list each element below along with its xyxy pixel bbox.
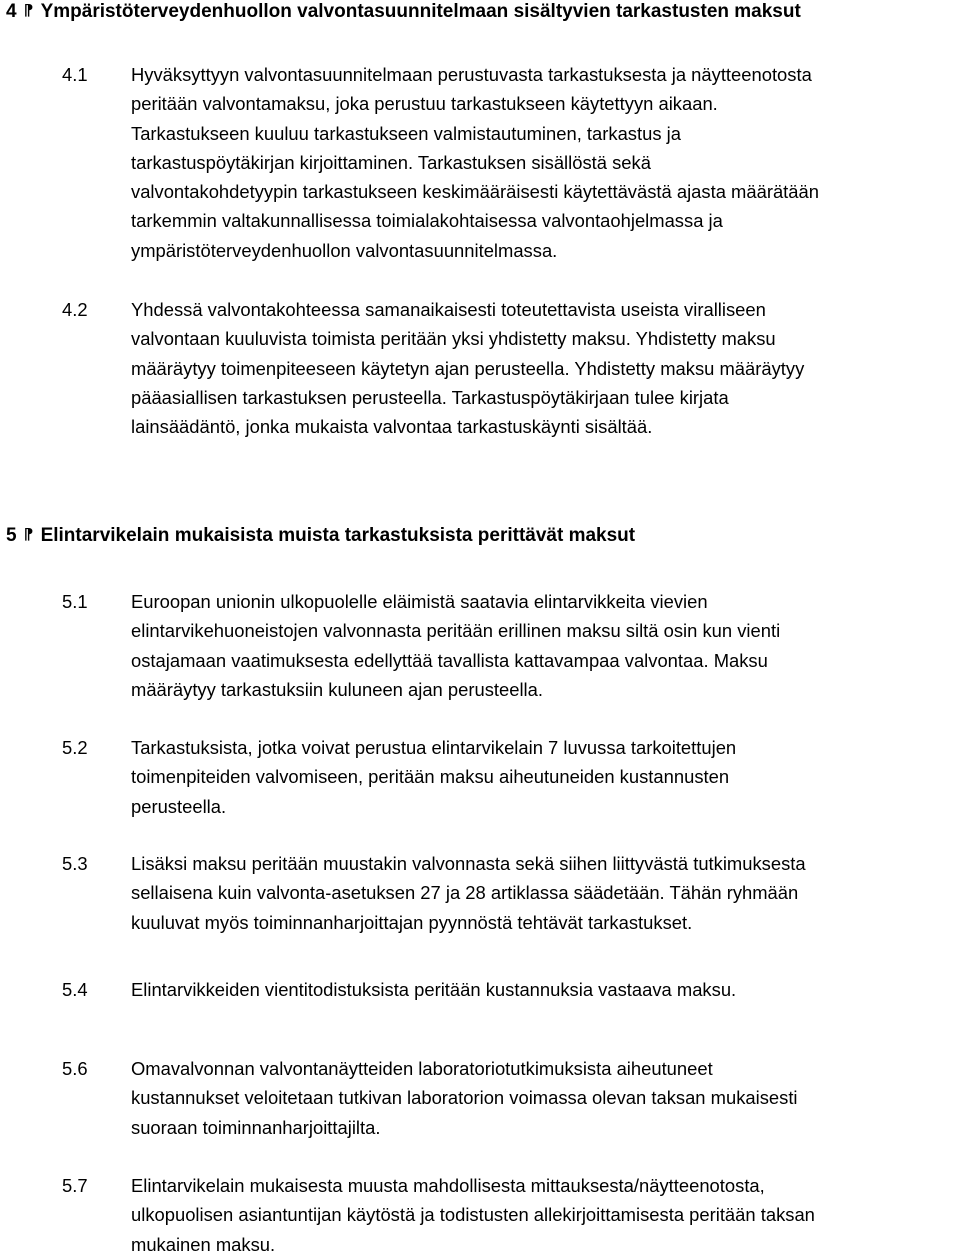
text-line: peritään valvontamaksu, joka perustuu tarkastukseen käytettyyn aikaan. <box>131 93 718 115</box>
text-line: kuuluvat myös toiminnanharjoittajan pyynnöstä tehtävät tarkastukset. <box>131 911 693 933</box>
text-line: tarkemmin valtakunnallisessa toimialakohtaisessa valvontaohjelmassa ja <box>131 210 723 232</box>
section-4-number: 4 <box>6 1 17 22</box>
text-line: Lisäksi maksu peritään muustakin valvonnasta sekä siihen liittyvästä tutkimuksesta <box>131 853 806 874</box>
clause-text <box>131 295 960 441</box>
section-5-title: Elintarvikelain mukaisista muista tarkastuksista perittävät maksut <box>40 525 636 546</box>
text-line: elintarvikehuoneistojen valvonnasta peritään erillinen maksu siltä osin kun vienti <box>131 620 781 642</box>
clause-number: 5.6 <box>62 1058 88 1079</box>
text-line: lainsäädäntö, jonka mukaista valvontaa tarkastuskäynti sisältää. <box>131 416 653 438</box>
clause-text <box>131 975 960 1004</box>
clause-number: 5.2 <box>62 737 88 758</box>
text-line: Elintarvikkeiden vientitodistuksista peritään kustannuksia vastaava maksu. <box>131 979 737 1000</box>
text-line: valvontakohdetyypin tarkastukseen keskimääräisesti käytettävästä ajasta määrätään <box>131 181 819 203</box>
clause-number: 5.7 <box>62 1175 88 1196</box>
text-line: toimenpiteiden valvomiseen, peritään maksu aiheutuneiden kustannusten <box>131 766 730 788</box>
text-line: Tarkastukseen kuuluu tarkastukseen valmistautuminen, tarkastus ja <box>131 122 681 144</box>
text-line: ulkopuolisen asiantuntijan käytöstä ja todistusten allekirjoittamisesta peritään taksan <box>131 1204 815 1226</box>
text-line: perusteella. <box>131 795 227 817</box>
clause-text <box>131 60 960 265</box>
section-4-title: Ympäristöterveydenhuollon valvontasuunnitelmaan sisältyvien tarkastusten maksut <box>40 1 801 22</box>
clause-number: 5.3 <box>62 853 88 874</box>
clause-number: 5.4 <box>62 979 88 1000</box>
clause-text <box>131 1171 960 1259</box>
clause-text <box>131 1054 960 1142</box>
text-line: kustannukset veloitetaan tutkivan laboratorion voimassa olevan taksan mukaisesti <box>131 1087 798 1109</box>
text-line: Euroopan unionin ulkopuolelle eläimistä saatavia elintarvikkeita vievien <box>131 591 708 612</box>
clause-number: 4.2 <box>62 299 88 320</box>
text-line: Yhdessä valvontakohteessa samanaikaisesti toteutettavista useista viralliseen <box>131 299 766 320</box>
clause-text <box>131 587 960 704</box>
text-line: määräytyy toimenpiteeseen käytetyn ajan perusteella. Yhdistetty maksu määräytyy <box>131 357 805 379</box>
text-line: valvontaan kuuluvista toimista peritään yksi yhdistetty maksu. Yhdistetty maksu <box>131 328 776 350</box>
text-line: tarkastuspöytäkirjan kirjoittaminen. Tarkastuksen sisällöstä sekä <box>131 151 651 173</box>
clause-text <box>131 733 960 821</box>
text-line: ympäristöterveydenhuollon valvontasuunnitelmassa. <box>131 239 558 261</box>
section-5-heading <box>6 524 635 548</box>
section-5-number: 5 <box>6 525 17 546</box>
text-line: Omavalvonnan valvontanäytteiden laboratoriotutkimuksista aiheutuneet <box>131 1058 713 1079</box>
section-4-heading <box>6 0 801 24</box>
pilcrow-icon: ⁋ <box>23 526 34 543</box>
clause-number: 4.1 <box>62 64 88 85</box>
clause-number: 5.1 <box>62 591 88 612</box>
text-line: mukainen maksu. <box>131 1233 276 1255</box>
text-line: Tarkastuksista, jotka voivat perustua elintarvikelain 7 luvussa tarkoitettujen <box>131 737 737 758</box>
text-line: Elintarvikelain mukaisesta muusta mahdollisesta mittauksesta/näytteenotosta, <box>131 1175 765 1196</box>
text-line: pääasiallisen tarkastuksen perusteella. Tarkastuspöytäkirjaan tulee kirjata <box>131 386 729 408</box>
text-line: suoraan toiminnanharjoittajilta. <box>131 1116 381 1138</box>
text-line: määräytyy tarkastuksiin kuluneen ajan perusteella. <box>131 678 543 700</box>
text-line: Hyväksyttyyn valvontasuunnitelmaan perustuvasta tarkastuksesta ja näytteenotosta <box>131 64 812 85</box>
text-line: sellaisena kuin valvonta-asetuksen 27 ja 28 artiklassa säädetään. Tähän ryhmään <box>131 882 799 904</box>
pilcrow-icon: ⁋ <box>23 2 34 19</box>
clause-text <box>131 849 960 937</box>
text-line: ostajamaan vaatimuksesta edellyttää tavallista kattavampaa valvontaa. Maksu <box>131 649 768 671</box>
